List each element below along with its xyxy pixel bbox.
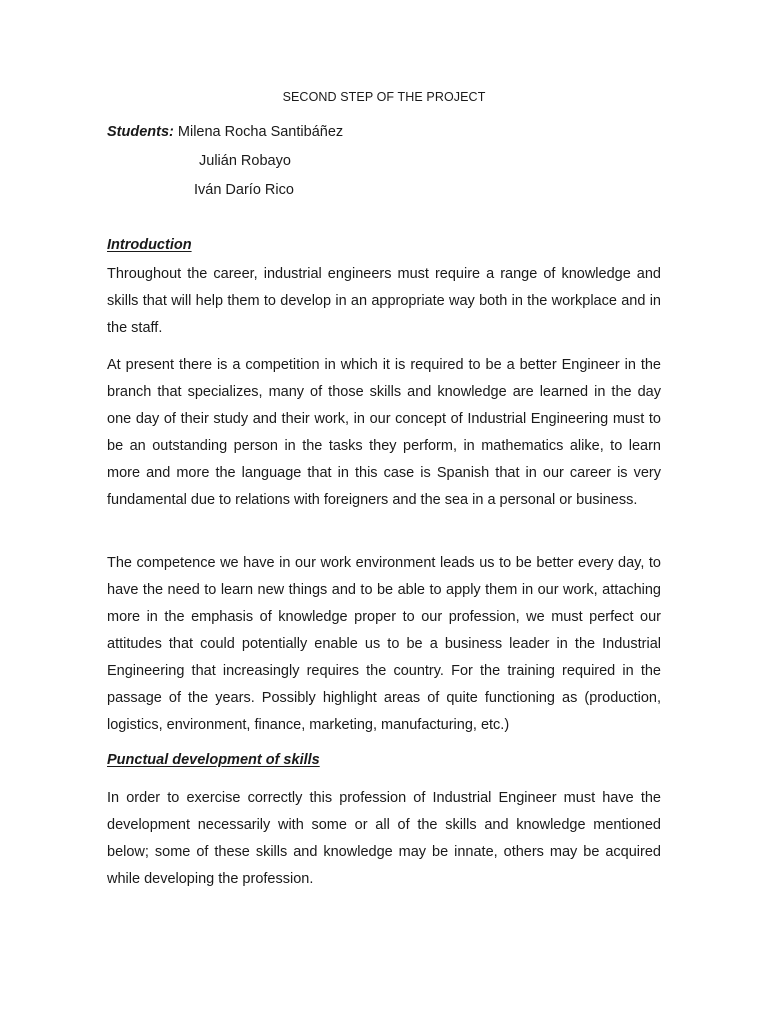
paragraph: At present there is a competition in which it is required to be a better Engineer in the branch that specializes, many of those skills and knowledge are learned in the day one day of their study and their work, in our concept of Industrial Engineering must to be an outstanding person in the tasks they perform, in mathematics alike, to learn more and more the language that in this case is Spanish that in our career is very fundamental due to relations with foreigners and the sea in a personal or business. [107, 357, 661, 508]
section-heading-introduction: Introduction [107, 237, 192, 253]
paragraph: In order to exercise correctly this profession of Industrial Engineer must have the development necessarily with some or all of the skills and knowledge mentioned below; some of these skills and knowledge may be innate, others may be acquired while developing the profession. [107, 790, 661, 887]
student-name: Iván Darío Rico [194, 182, 294, 198]
students-first-line [107, 118, 343, 147]
paragraph: Throughout the career, industrial engineers must require a range of knowledge and skills that will help them to develop in an appropriate way both in the workplace and in the staff. [107, 266, 661, 336]
paragraph: The competence we have in our work environment leads us to be better every day, to have the need to learn new things and to be able to apply them in our work, attaching more in the emphasis of knowledge proper to our profession, we must perfect our attitudes that could potentially enable us to be a business leader in the Industrial Engineering that increasingly requires the country. For the training required in the passage of the years. Possibly highlight areas of quite functioning as (production, logistics, environment, finance, marketing, manufacturing, etc.) [107, 555, 661, 733]
document-title: SECOND STEP OF THE PROJECT [282, 90, 486, 104]
students-block [107, 118, 343, 205]
student-name: Milena Rocha Santibáñez [177, 124, 344, 140]
section-heading-punctual-development: Punctual development of skills [107, 752, 320, 768]
student-name: Julián Robayo [199, 153, 291, 169]
students-label: Students: [107, 124, 174, 140]
